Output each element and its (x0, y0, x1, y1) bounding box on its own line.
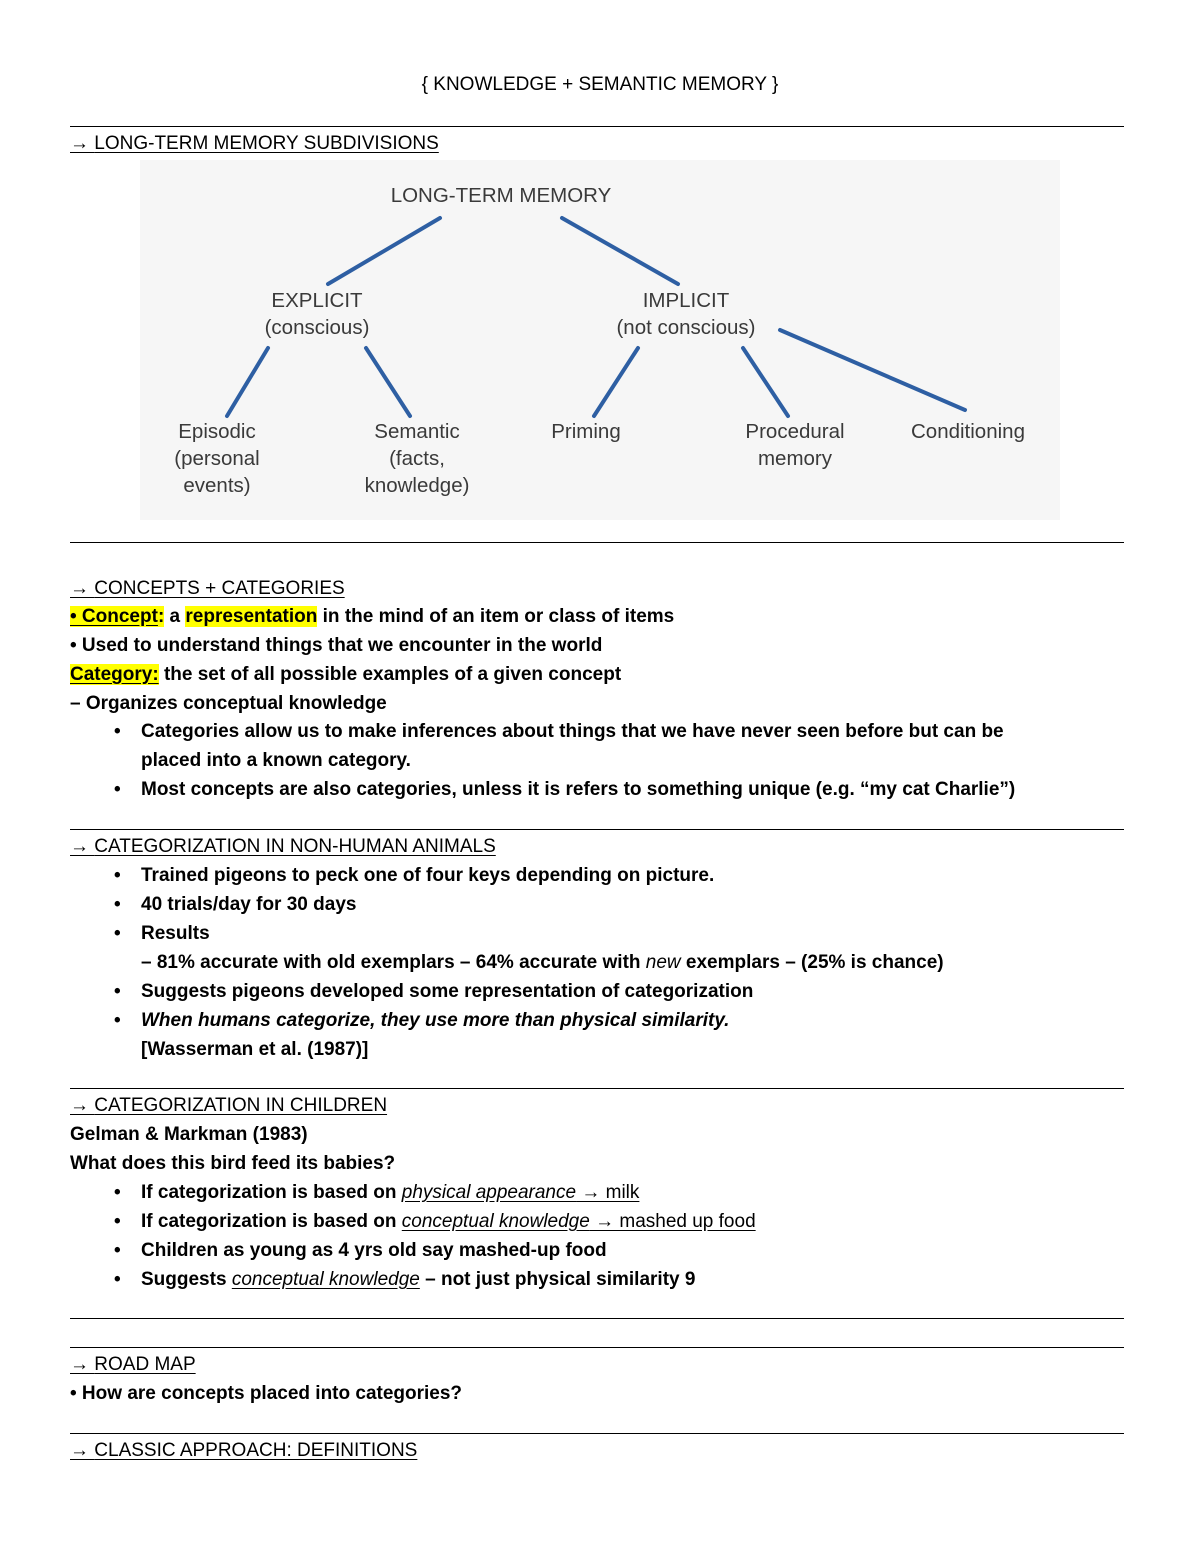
arrow-icon: → (70, 1440, 89, 1461)
list-item (141, 1269, 695, 1291)
section-heading-text: CLASSIC APPROACH: DEFINITIONS (94, 1440, 418, 1461)
bullet-icon: • (114, 1010, 121, 1031)
physical-appearance: physical appearance (401, 1182, 577, 1203)
long-term-memory-diagram (140, 160, 1060, 520)
list-item: When humans categorize, they use more than physical similarity. (141, 1010, 730, 1031)
diagram-background (140, 160, 1060, 520)
arrow-icon: → (70, 836, 89, 857)
bullet-icon: • (114, 1182, 121, 1203)
node-episodic-line3: events) (183, 474, 251, 497)
bullet-icon: • (114, 779, 121, 800)
node-semantic-line3: knowledge) (364, 474, 470, 497)
bullet-icon: • (114, 894, 121, 915)
section-heading-text: CATEGORIZATION IN CHILDREN (94, 1095, 388, 1116)
node-episodic-line2: (personal (174, 447, 260, 470)
divider (70, 1088, 1124, 1089)
organizes-line: – Organizes conceptual knowledge (70, 693, 387, 714)
list-item: Trained pigeons to peck one of four keys depending on picture. (141, 865, 715, 886)
concept-text-rest: in the mind of an item or class of items (317, 606, 675, 627)
category-definition (70, 664, 621, 686)
section-heading-text: CONCEPTS + CATEGORIES (94, 578, 345, 599)
bullet-icon: • (114, 981, 121, 1002)
node-procedural: Procedural (745, 420, 845, 443)
conceptual-knowledge: conceptual knowledge (231, 1269, 420, 1290)
divider (70, 126, 1124, 127)
arrow-icon: → (70, 1095, 89, 1116)
bullet-icon: • (114, 1269, 121, 1290)
bullet-icon: • (114, 1240, 121, 1261)
node-explicit-sub: (conscious) (264, 316, 370, 339)
conceptual-knowledge: conceptual knowledge (401, 1211, 590, 1232)
results-text-b: exemplars – (25% is chance) (680, 952, 944, 973)
item-text: If categorization is based on (141, 1182, 402, 1203)
roadmap-question: • How are concepts placed into categories? (70, 1383, 463, 1404)
section-heading-roadmap (70, 1354, 196, 1376)
list-item (141, 1182, 639, 1204)
citation: [Wasserman et al. (1987)] (141, 1039, 369, 1060)
node-long-term-memory: LONG-TERM MEMORY (390, 184, 612, 207)
concept-usage: • Used to understand things that we encounter in the world (70, 635, 603, 656)
section-heading-children (70, 1095, 387, 1117)
node-semantic: Semantic (374, 420, 460, 443)
item-text: If categorization is based on (141, 1211, 402, 1232)
concept-definition (70, 606, 674, 628)
category-text-rest: the set of all possible examples of a given concept (158, 664, 622, 685)
list-item (141, 1211, 756, 1233)
study-question: What does this bird feed its babies? (70, 1153, 396, 1174)
node-episodic: Episodic (178, 420, 256, 443)
bullet-icon: • (114, 1211, 121, 1232)
node-implicit-sub: (not conscious) (616, 316, 756, 339)
study-reference: Gelman & Markman (1983) (70, 1124, 308, 1145)
list-item: Results (141, 923, 210, 944)
list-item: 40 trials/day for 30 days (141, 894, 357, 915)
node-explicit: EXPLICIT (271, 289, 363, 312)
section-heading-classic (70, 1440, 417, 1462)
page-title: { KNOWLEDGE + SEMANTIC MEMORY } (421, 74, 779, 95)
section-heading-concepts (70, 578, 345, 600)
concept-colon: : (157, 606, 165, 627)
list-item: Categories allow us to make inferences about things that we have never seen before but can be (141, 721, 1004, 742)
results-new: new (645, 952, 681, 973)
section-heading-text: CATEGORIZATION IN NON-HUMAN ANIMALS (94, 836, 496, 857)
list-item: Suggests pigeons developed some representation of categorization (141, 981, 754, 1002)
arrow-icon: → (70, 578, 89, 599)
section-heading-text: LONG-TERM MEMORY SUBDIVISIONS (94, 133, 439, 154)
divider (70, 829, 1124, 830)
section-heading-text: ROAD MAP (94, 1354, 196, 1375)
concept-text-a: a (164, 606, 186, 627)
bullet-icon: • (114, 865, 121, 886)
node-conditioning: Conditioning (911, 420, 1025, 443)
divider (70, 1318, 1124, 1319)
item-text-rest: – not just physical similarity 9 (419, 1269, 696, 1290)
divider (70, 542, 1124, 543)
item-result: → mashed up food (589, 1211, 756, 1232)
node-procedural-line2: memory (757, 447, 833, 470)
concept-term: • Concept (70, 606, 158, 627)
node-priming: Priming (551, 420, 621, 443)
bullet-icon: • (114, 923, 121, 944)
section-heading-animals (70, 836, 496, 858)
results-text-a: – 81% accurate with old exemplars – 64% accurate with (141, 952, 646, 973)
node-semantic-line2: (facts, (389, 447, 445, 470)
item-result: → milk (576, 1182, 640, 1203)
bullet-icon: • (114, 721, 121, 742)
arrow-icon: → (70, 1354, 89, 1375)
representation-highlight: representation (185, 606, 318, 627)
list-item: Most concepts are also categories, unless it is refers to something unique (e.g. “my cat Charlie”) (141, 779, 1016, 800)
node-implicit: IMPLICIT (642, 289, 730, 312)
divider (70, 1433, 1124, 1434)
section-heading-ltm (70, 133, 439, 155)
category-term: Category: (70, 664, 159, 685)
results-line (141, 952, 944, 974)
list-item-continuation: placed into a known category. (141, 750, 411, 771)
arrow-icon: → (70, 133, 89, 154)
item-text: Suggests (141, 1269, 232, 1290)
list-item: Children as young as 4 yrs old say mashed-up food (141, 1240, 607, 1261)
divider (70, 1347, 1124, 1348)
